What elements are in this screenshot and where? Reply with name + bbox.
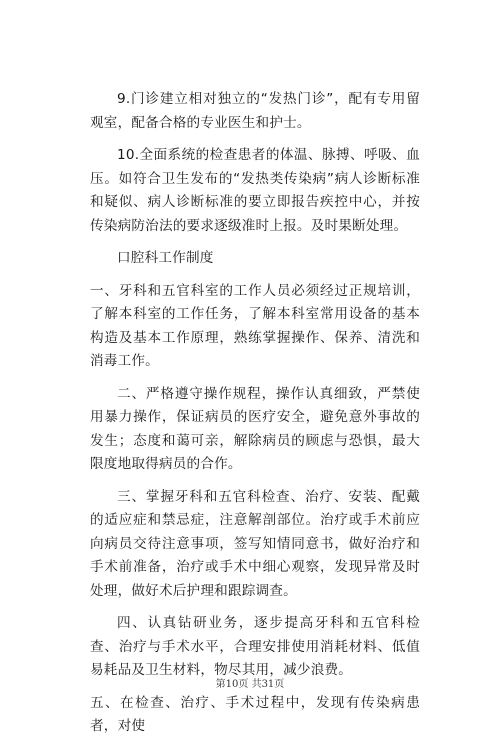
- paragraph-rule-3: 三、掌握牙科和五官科检查、治疗、安装、配戴的适应症和禁忌症，注意解剖部位。治疗或手术前应向病员交待注意事项，签写知情同意书，做好治疗和手术前准备，治疗或手术中细心观察，发现异常及时处理，做好术后护理和跟踪调查。: [90, 488, 420, 599]
- paragraph-vital-signs: 10.全面系统的检查患者的体温、脉搏、呼吸、血压。如符合卫生发布的“发热类传染病”病人诊断标准和疑似、病人诊断标准的要立即报告疾控中心，并按传染病防治法的要求逐级准时上报。及时果断处理。: [90, 147, 420, 234]
- page-number-footer: 第10页 共31页: [215, 679, 285, 690]
- paragraph-rule-4: 四、认真钻研业务，逐步提高牙科和五官科检查、治疗与手术水平，合理安排使用消耗材料、低值易耗品及卫生材料，物尽其用，减少浪费。: [90, 615, 420, 678]
- paragraph-fever-clinic: 9.门诊建立相对独立的“发热门诊”，配有专用留观室，配备合格的专业医生和护士。: [90, 91, 420, 131]
- paragraph-rule-1: 一、牙科和五官科室的工作人员必须经过正规培训，了解本科室的工作任务，了解本科室常用设备的基本构造及基本工作原理，熟练掌握操作、保养、清洗和消毒工作。: [90, 282, 420, 369]
- document-body: [90, 88, 420, 748]
- section-heading-dental: 口腔科工作制度: [117, 250, 214, 266]
- paragraph-rule-2: 二、严格遵守操作规程，操作认真细致，严禁使用暴力操作，保证病员的医疗安全，避免意外事故的发生；态度和蔼可亲，解除病员的顾虑与恐惧，最大限度地取得病员的合作。: [90, 385, 420, 472]
- paragraph-rule-5: 五、在检查、治疗、手术过程中，发现有传染病患者，对使: [90, 694, 420, 734]
